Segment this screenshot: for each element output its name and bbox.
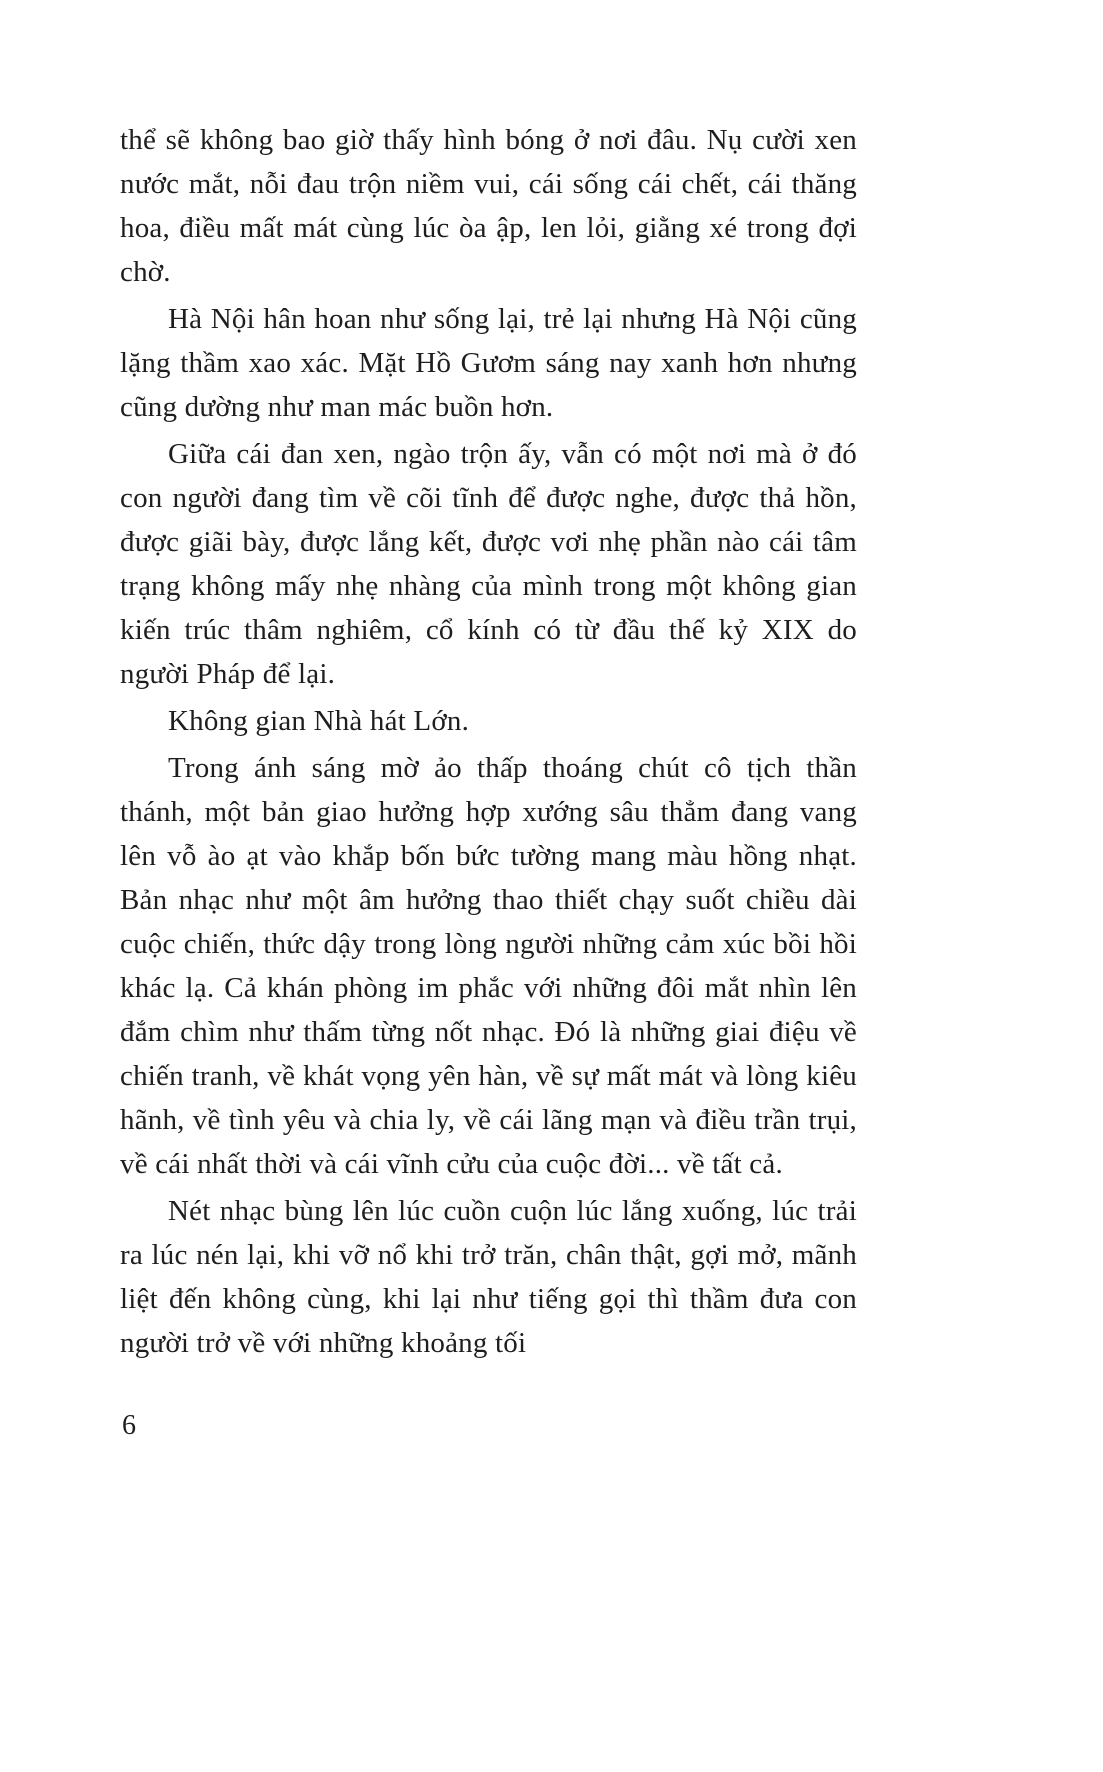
page-number: 6 bbox=[122, 1410, 136, 1441]
paragraph: Giữa cái đan xen, ngào trộn ấy, vẫn có một nơi mà ở đó con người đang tìm về cõi tĩnh để được nghe, được thả hồn, được giãi bày, được lắng kết, được vơi nhẹ phần nào cái tâm trạng không mấy nhẹ nhàng của mình trong một không gian kiến trúc thâm nghiêm, cổ kính có từ đầu thế kỷ XIX do người Pháp để lại. bbox=[120, 438, 857, 690]
paragraph: Hà Nội hân hoan như sống lại, trẻ lại nhưng Hà Nội cũng lặng thầm xao xác. Mặt Hồ Gươm sáng nay xanh hơn nhưng cũng dường như man mác buồn hơn. bbox=[120, 303, 857, 423]
paragraph: Trong ánh sáng mờ ảo thấp thoáng chút cô tịch thần thánh, một bản giao hưởng hợp xướng sâu thẳm đang vang lên vỗ ào ạt vào khắp bốn bức tường mang màu hồng nhạt. Bản nhạc như một âm hưởng thao thiết chạy suốt chiều dài cuộc chiến, thức dậy trong lòng người những cảm xúc bồi hồi khác lạ. Cả khán phòng im phắc với những đôi mắt nhìn lên đắm chìm như thấm từng nốt nhạc. Đó là những giai điệu về chiến tranh, về khát vọng yên hàn, về sự mất mát và lòng kiêu hãnh, về tình yêu và chia ly, về cái lãng mạn và điều trần trụi, về cái nhất thời và cái vĩnh cửu của cuộc đời... về tất cả. bbox=[120, 752, 857, 1180]
text-block bbox=[120, 118, 857, 1368]
paragraph-continuation: thể sẽ không bao giờ thấy hình bóng ở nơi đâu. Nụ cười xen nước mắt, nỗi đau trộn niềm vui, cái sống cái chết, cái thăng hoa, điều mất mát cùng lúc òa ập, len lỏi, giằng xé trong đợi chờ. bbox=[120, 124, 857, 288]
paragraph: Không gian Nhà hát Lớn. bbox=[168, 705, 470, 737]
paragraph: Nét nhạc bùng lên lúc cuồn cuộn lúc lắng xuống, lúc trải ra lúc nén lại, khi vỡ nổ khi trở trăn, chân thật, gợi mở, mãnh liệt đến không cùng, khi lại như tiếng gọi thì thầm đưa con người trở về với những khoảng tối bbox=[120, 1195, 857, 1359]
